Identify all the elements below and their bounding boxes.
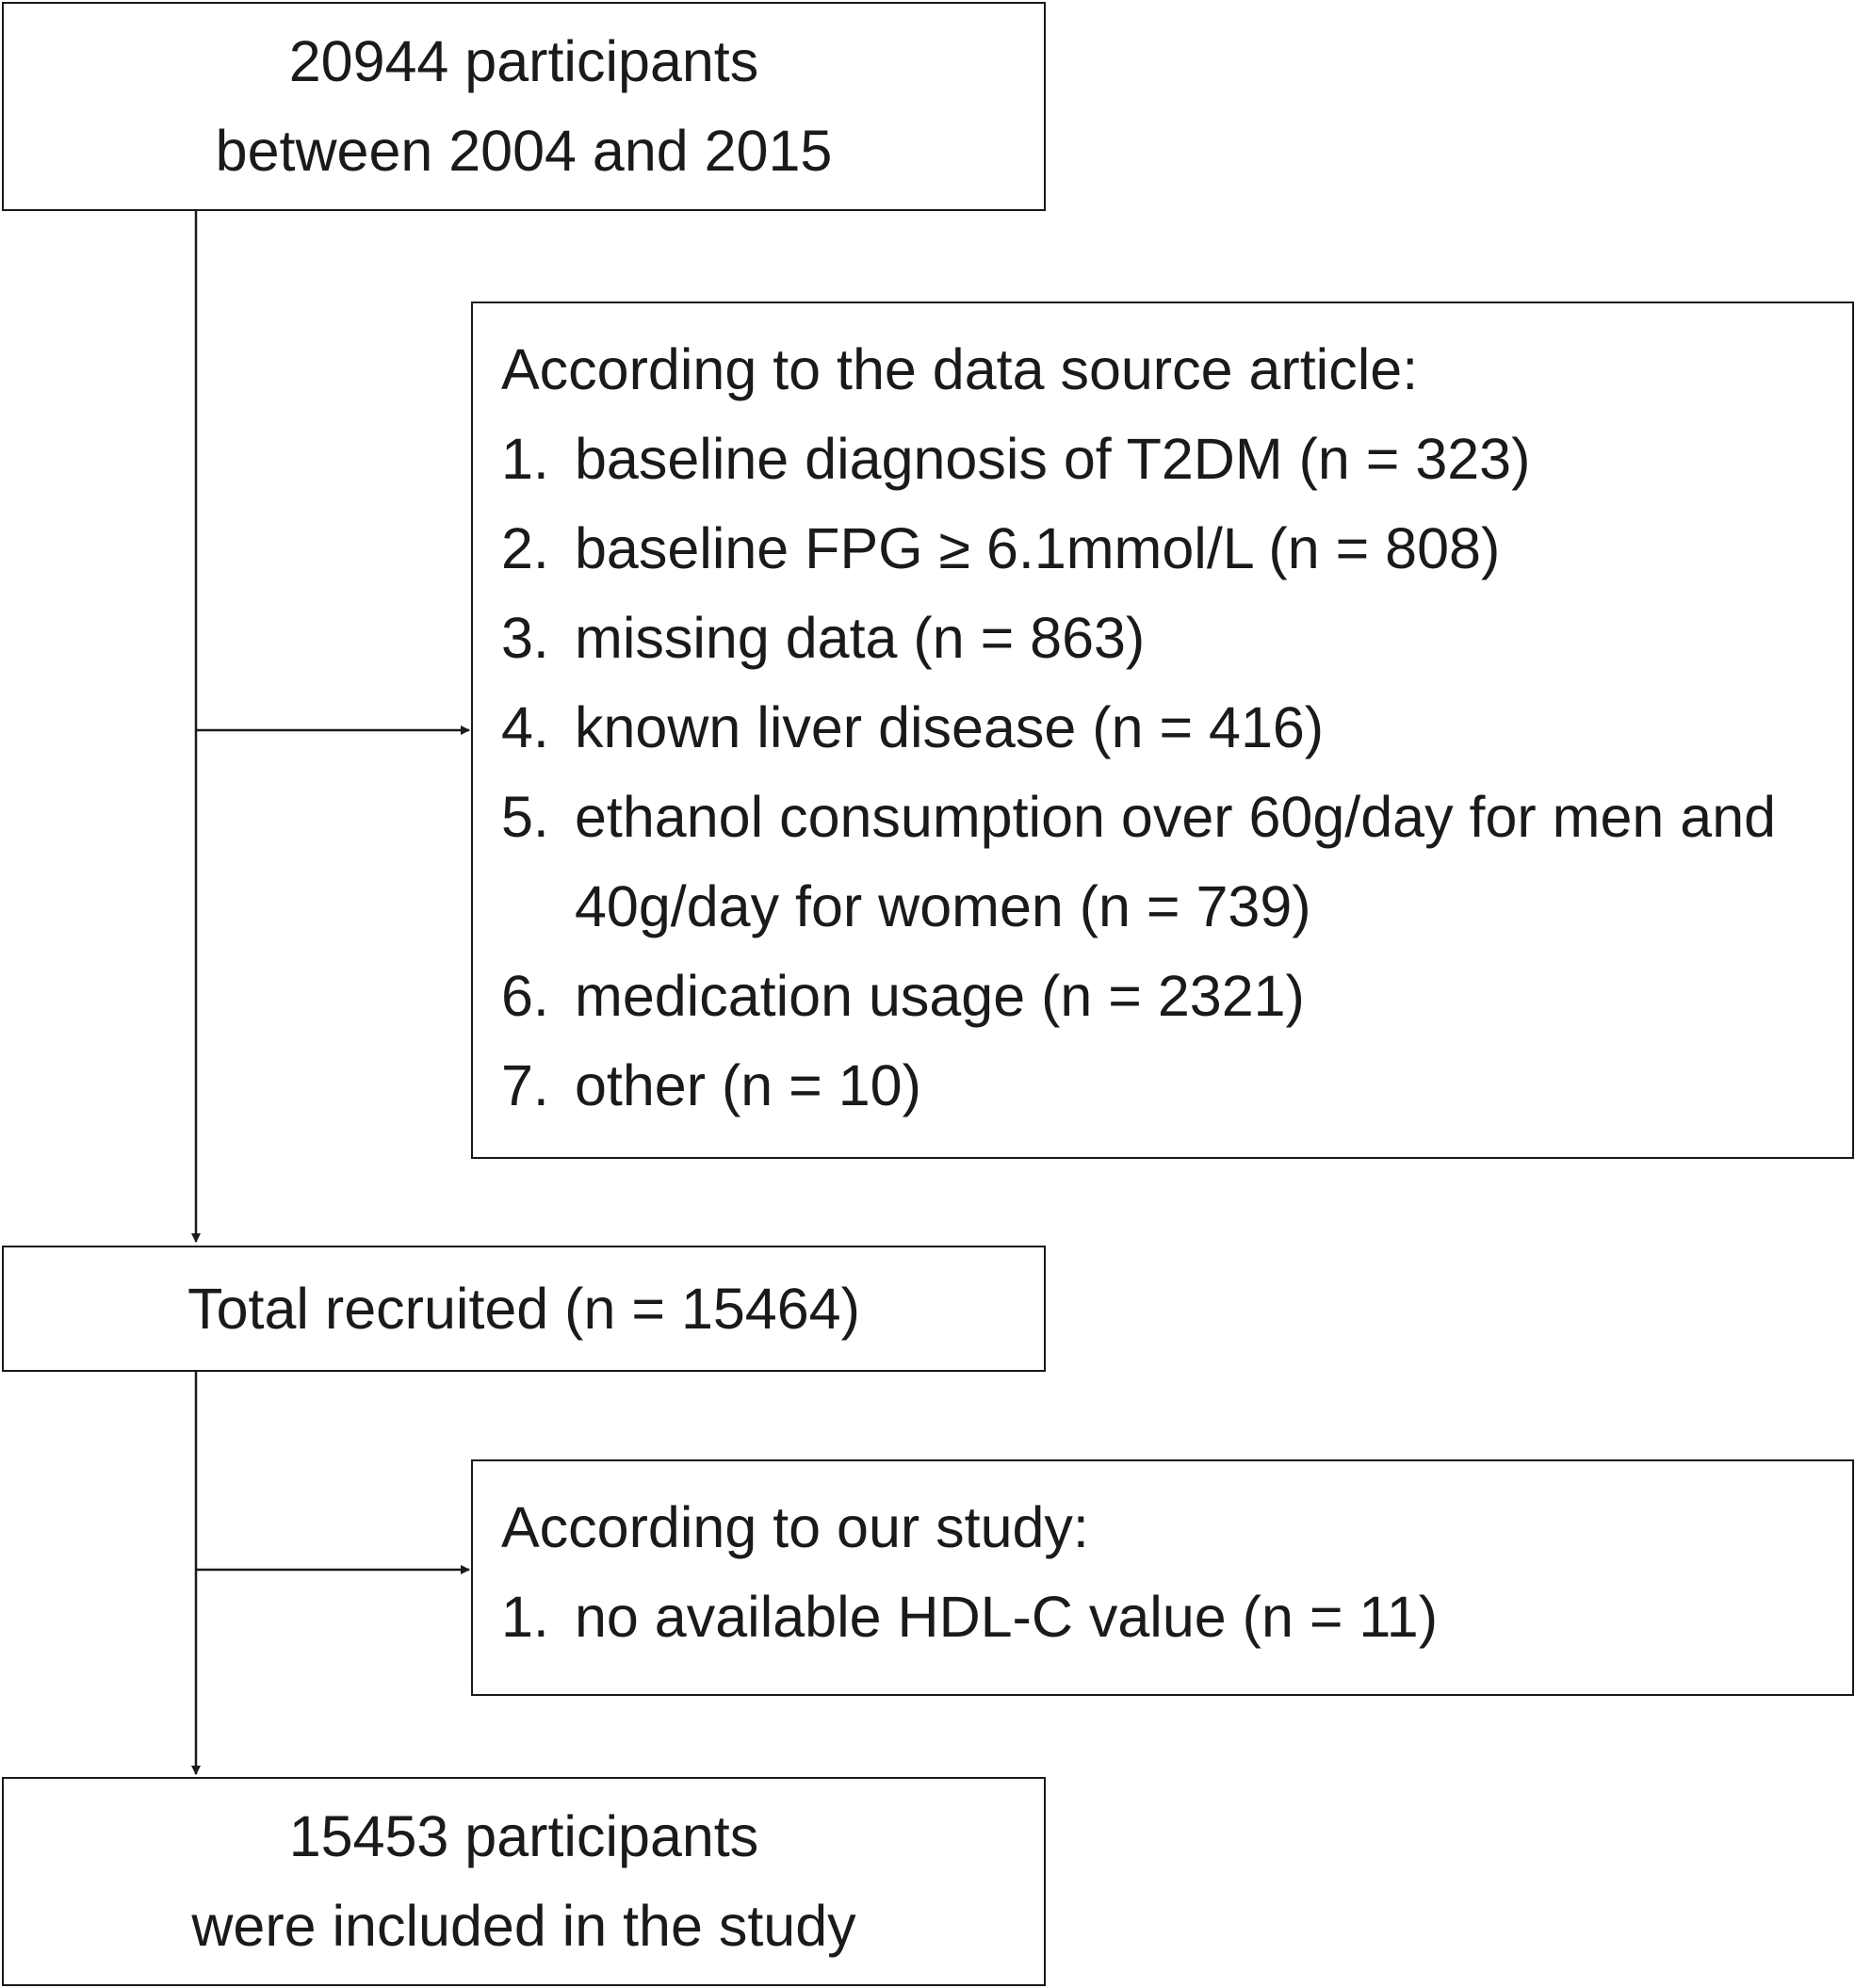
list-item-text: ethanol consumption over 60g/day for men and 40g/day for women (n = 739) <box>575 785 1777 938</box>
exclusion1-list <box>501 415 1852 1131</box>
list-item <box>501 773 1852 952</box>
start-line2: between 2004 and 2015 <box>215 119 833 183</box>
list-item-text: no available HDL-C value (n = 11) <box>575 1585 1439 1649</box>
list-item <box>501 504 1852 594</box>
recruited-box <box>2 1246 1046 1372</box>
exclusion1-heading: According to the data source article: <box>501 337 1419 401</box>
final-box <box>2 1777 1046 1986</box>
list-item-number: 1. <box>501 1585 549 1649</box>
list-item-number: 5. <box>501 785 549 849</box>
exclusion-box-our-study <box>471 1459 1854 1696</box>
list-item <box>501 683 1852 773</box>
final-line2: were included in the study <box>191 1894 856 1958</box>
exclusion-box-data-source <box>471 301 1854 1159</box>
list-item-text: missing data (n = 863) <box>575 606 1146 670</box>
exclusion2-list <box>501 1572 1852 1662</box>
list-item-number: 6. <box>501 964 549 1028</box>
list-item <box>501 415 1852 504</box>
list-item-number: 1. <box>501 427 549 491</box>
final-line1: 15453 participants <box>288 1804 759 1868</box>
list-item-number: 7. <box>501 1053 549 1117</box>
list-item-number: 3. <box>501 606 549 670</box>
exclusion2-heading: According to our study: <box>501 1495 1089 1559</box>
start-box <box>2 2 1046 211</box>
list-item-text: baseline diagnosis of T2DM (n = 323) <box>575 427 1531 491</box>
list-item-text: known liver disease (n = 416) <box>575 695 1325 759</box>
list-item-text: medication usage (n = 2321) <box>575 964 1305 1028</box>
list-item <box>501 1041 1852 1131</box>
list-item-text: baseline FPG ≥ 6.1mmol/L (n = 808) <box>575 516 1501 580</box>
list-item <box>501 1572 1852 1662</box>
list-item <box>501 594 1852 683</box>
list-item-number: 4. <box>501 695 549 759</box>
recruited-label: Total recruited (n = 15464) <box>187 1276 860 1341</box>
list-item <box>501 952 1852 1041</box>
list-item-text: other (n = 10) <box>575 1053 921 1117</box>
start-line1: 20944 participants <box>288 29 759 93</box>
list-item-number: 2. <box>501 516 549 580</box>
